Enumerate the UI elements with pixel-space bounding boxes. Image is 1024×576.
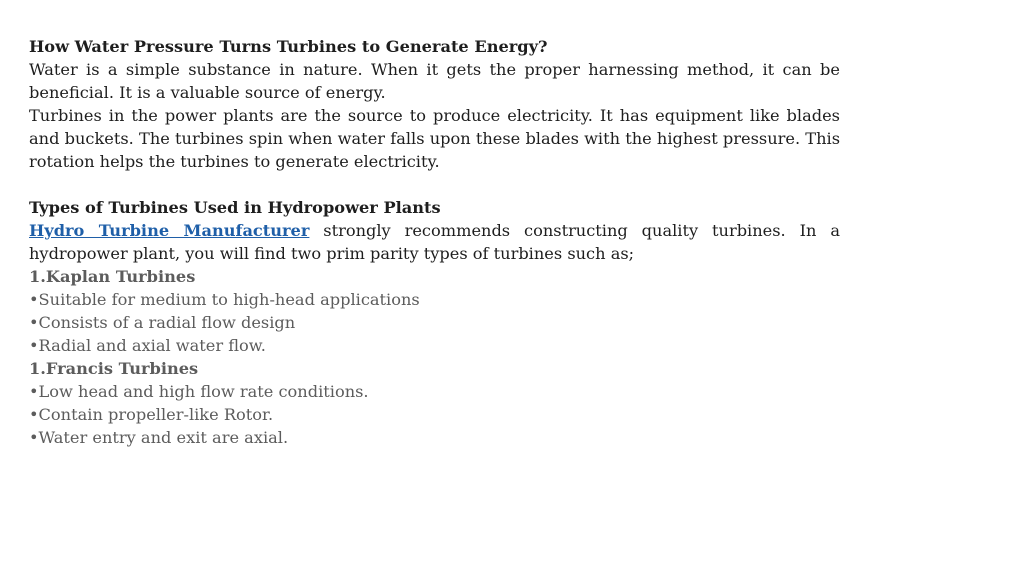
francis-turbines-title: 1.Francis Turbines: [29, 359, 199, 378]
list-item: •Water entry and exit are axial.: [29, 428, 289, 447]
section-heading-turbine-types: Types of Turbines Used in Hydropower Plants: [29, 198, 441, 217]
paragraph-manufacturer-intro: [29, 219, 840, 265]
list-item: •Suitable for medium to high-head applications: [29, 290, 420, 309]
list-item: •Radial and axial water flow.: [29, 336, 266, 355]
hydro-turbine-manufacturer-link[interactable]: Hydro Turbine Manufacturer: [29, 221, 310, 240]
list-item: •Consists of a radial flow design: [29, 313, 296, 332]
section-heading-water-pressure: How Water Pressure Turns Turbines to Generate Energy?: [29, 37, 548, 56]
intro-text: strongly recommends constructing quality turbines. In a hydropower plant, you will find two prim parity types of turbines such as;: [29, 221, 840, 263]
spacer: [29, 173, 840, 196]
paragraph-water-substance: Water is a simple substance in nature. When it gets the proper harnessing method, it can be beneficial. It is a valuable source of energy.: [29, 60, 840, 102]
kaplan-turbines-title: 1.Kaplan Turbines: [29, 267, 196, 286]
list-item: •Low head and high flow rate conditions.: [29, 382, 369, 401]
document-body: [29, 35, 840, 449]
paragraph-turbines-power-plants: Turbines in the power plants are the source to produce electricity. It has equipment like blades and buckets. The turbines spin when water falls upon these blades with the highest pressure. This rotation helps the turbines to generate electricity.: [29, 106, 840, 171]
list-item: •Contain propeller-like Rotor.: [29, 405, 274, 424]
